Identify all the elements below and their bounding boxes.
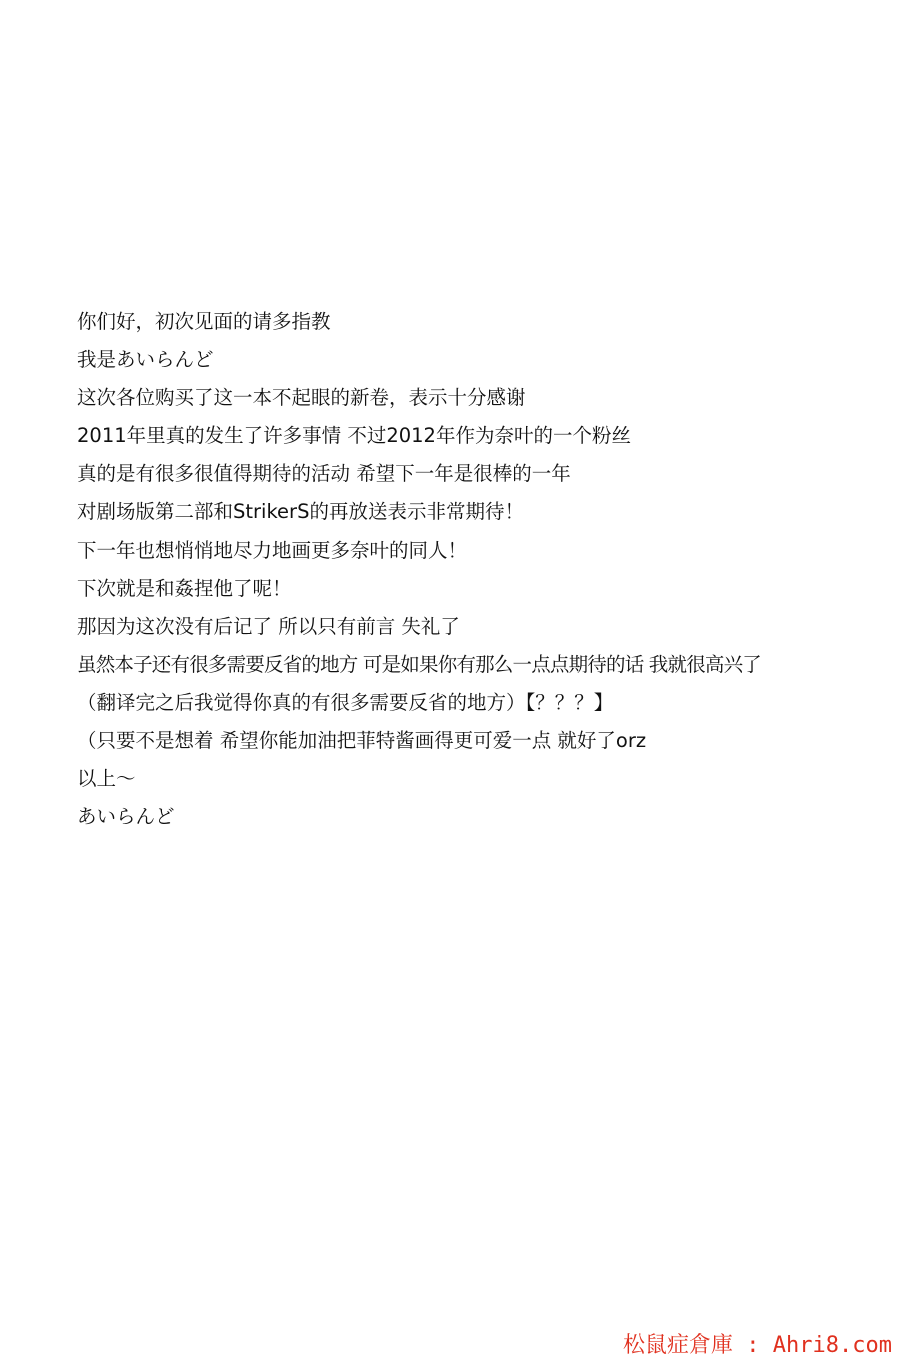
text-line-4: 2011年里真的发生了许多事情 不过2012年作为奈叶的一个粉丝 — [77, 424, 631, 448]
watermark: 松鼠症倉庫 : Ahri8.com — [623, 1333, 892, 1358]
text-line-3: 这次各位购买了这一本不起眼的新卷，表示十分感谢 — [77, 386, 526, 410]
text-line-10: 虽然本子还有很多需要反省的地方 可是如果你有那么一点点期待的话 我就很高兴了 — [77, 652, 761, 676]
text-line-12: （只要不是想着 希望你能加油把菲特酱画得更可爱一点 就好了orz — [77, 729, 647, 753]
text-line-2: 我是あいらんど — [77, 348, 214, 372]
text-line-13: 以上～ — [77, 767, 136, 791]
text-line-5: 真的是有很多很值得期待的活动 希望下一年是很棒的一年 — [77, 462, 571, 486]
text-line-14: あいらんど — [77, 805, 175, 829]
text-line-11: （翻译完之后我觉得你真的有很多需要反省的地方）【？？？】 — [77, 690, 614, 714]
text-line-7: 下一年也想悄悄地尽力地画更多奈叶的同人！ — [77, 538, 468, 562]
preface-text — [77, 303, 877, 836]
text-line-1: 你们好，初次见面的请多指教 — [77, 310, 331, 333]
text-line-8: 下次就是和姦捏他了呢！ — [77, 576, 292, 600]
text-line-6: 对剧场版第二部和StrikerS的再放送表示非常期待！ — [77, 500, 524, 524]
text-line-9: 那因为这次没有后记了 所以只有前言 失礼了 — [77, 614, 460, 638]
